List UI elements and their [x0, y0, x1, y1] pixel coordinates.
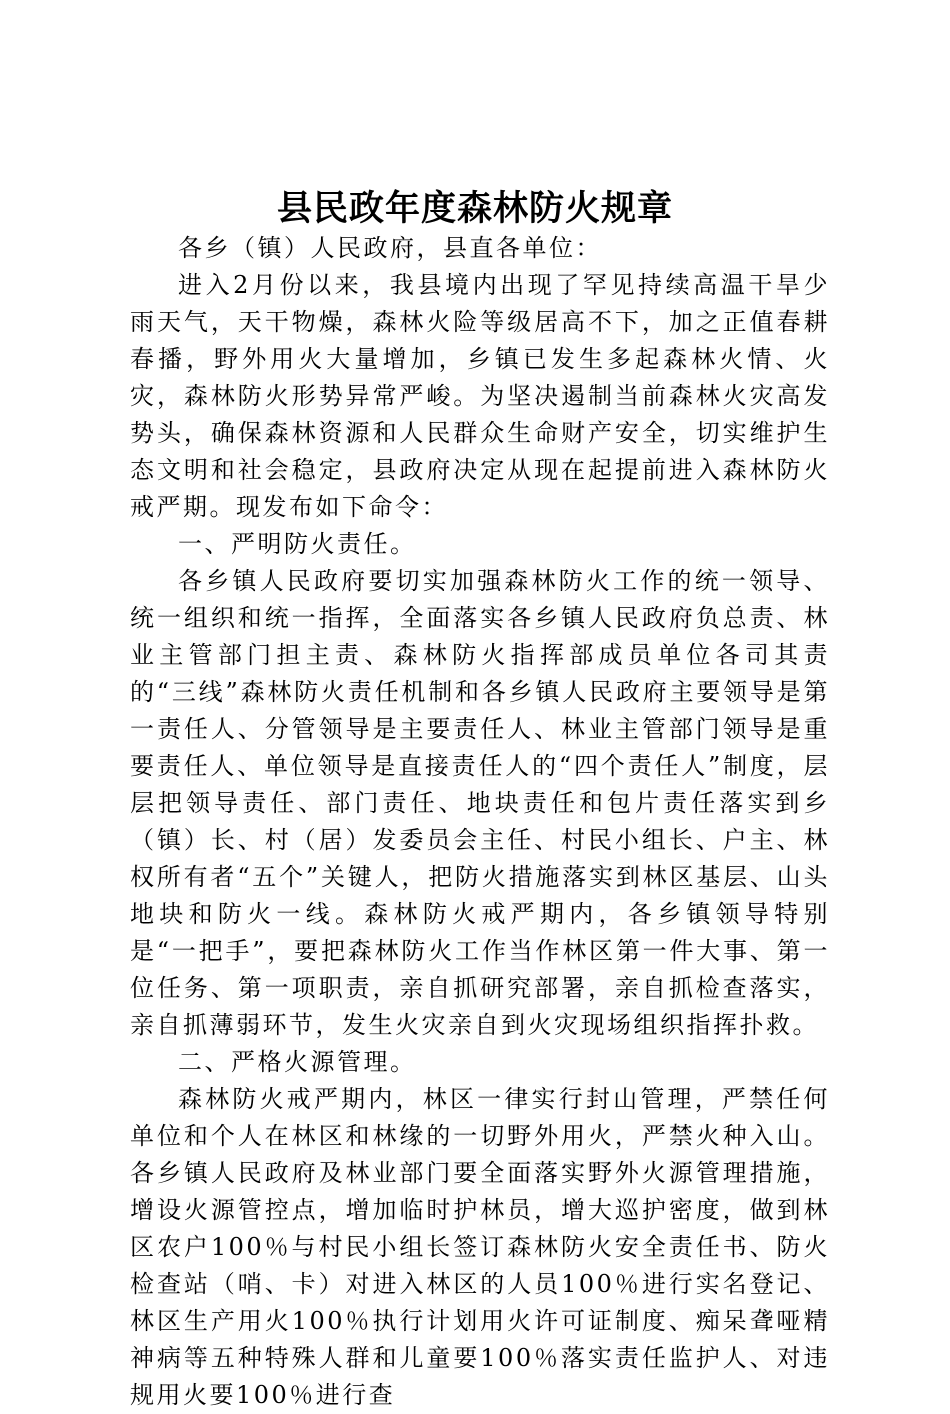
section-2-paragraph: 森林防火戒严期内，林区一律实行封山管理，严禁任何单位和个人在林区和林缘的一切野外用火，严禁火种入山。各乡镇人民政府及林业部门要全面落实野外火源管理措施，增设火源管控点，增加临时护林员，增大巡护密度，做到林区农户100％与村民小组长签订森林防火安全责任书、防火检查站（哨、卡）对进入林区的人员100％进行实名登记、林区生产用火100％执行计划用火许可证制度、痴呆聋哑精神病等五种特殊人群和儿童要100％落实责任监护人、对违规用火要100％进行查 [130, 1085, 830, 1409]
salutation-paragraph: 各乡（镇）人民政府，县直各单位： [178, 234, 602, 262]
section-heading-1: 一、严明防火责任。 [178, 530, 417, 558]
document-body [130, 230, 830, 1414]
section-heading-2: 二、严格火源管理。 [178, 1048, 417, 1076]
section-1-paragraph: 各乡镇人民政府要切实加强森林防火工作的统一领导、统一组织和统一指挥，全面落实各乡镇人民政府负总责、林业主管部门担主责、森林防火指挥部成员单位各司其责的“三线”森林防火责任机制和各乡镇人民政府主要领导是第一责任人、分管领导是主要责任人、林业主管部门领导是重要责任人、单位领导是直接责任人的“四个责任人”制度，层层把领导责任、部门责任、地块责任和包片责任落实到乡（镇）长、村（居）发委员会主任、村民小组长、户主、林权所有者“五个”关键人，把防火措施落实到林区基层、山头地块和防火一线。森林防火戒严期内，各乡镇领导特别是“一把手”，要把森林防火工作当作林区第一件大事、第一位任务、第一项职责，亲自抓研究部署，亲自抓检查落实，亲自抓薄弱环节，发生火灾亲自到火灾现场组织指挥扑救。 [130, 567, 830, 1039]
document-title: 县民政年度森林防火规章 [276, 188, 673, 229]
intro-paragraph: 进入2月份以来，我县境内出现了罕见持续高温干旱少雨天气，天干物燥，森林火险等级居高不下，加之正值春耕春播，野外用火大量增加，乡镇已发生多起森林火情、火灾，森林防火形势异常严峻。为坚决遏制当前森林火灾高发势头，确保森林资源和人民群众生命财产安全，切实维护生态文明和社会稳定，县政府决定从现在起提前进入森林防火戒严期。现发布如下命令： [130, 271, 830, 521]
